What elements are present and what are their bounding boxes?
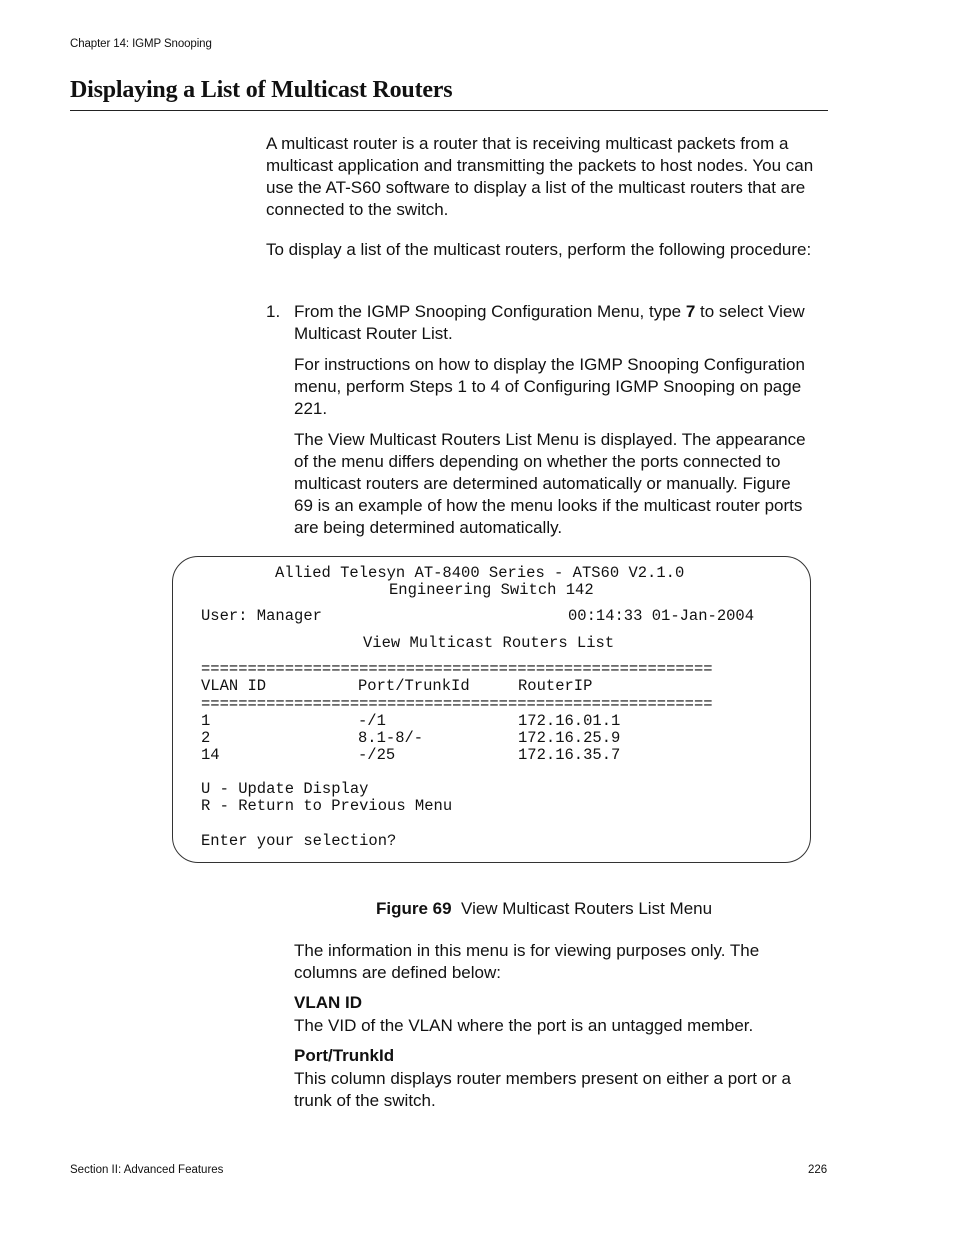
table-cell-vlan-id: 1 <box>201 712 211 730</box>
column-header-vlan-id: VLAN ID <box>201 677 267 695</box>
column-header-routerip: RouterIP <box>518 677 593 695</box>
step-note-menu-displayed: The View Multicast Routers List Menu is displayed. The appearance of the menu differs depending on whether the ports connected to multicast routers are determined automatically or manually. Figure 69 is an example of how the menu looks if the multicast router ports are being determined automatically. <box>294 430 806 537</box>
table-cell-routerip: 172.16.25.9 <box>518 729 621 747</box>
table-cell-port-trunkid: 8.1-8/- <box>358 729 424 747</box>
after-figure-paragraph: The information in this menu is for viewing purposes only. The columns are defined below: <box>294 941 760 982</box>
definition-term-vlan-id: VLAN ID <box>294 993 362 1012</box>
procedure-intro-paragraph: To display a list of the multicast routers, perform the following procedure: <box>266 240 812 259</box>
definition-term-port-trunkid: Port/TrunkId <box>294 1046 395 1065</box>
terminal-menu-title: View Multicast Routers List <box>363 634 615 652</box>
table-cell-routerip: 172.16.35.7 <box>518 746 621 764</box>
table-cell-port-trunkid: -/25 <box>358 746 396 764</box>
terminal-prompt: Enter your selection? <box>201 832 397 850</box>
running-header: Chapter 14: IGMP Snooping <box>70 38 212 50</box>
intro-paragraph: A multicast router is a router that is receiving multicast packets from a multicast application and transmitting the packets to host nodes. You can use the AT-S60 software to display a list of the multicast routers that are connected to the switch. <box>266 134 814 219</box>
figure-label: Figure 69 <box>376 899 452 918</box>
terminal-user: User: Manager <box>201 607 322 625</box>
terminal-separator: ======================================================= <box>201 695 713 713</box>
terminal-switch-name: Engineering Switch 142 <box>389 581 594 599</box>
terminal-option-return: R - Return to Previous Menu <box>201 797 453 815</box>
terminal-option-update: U - Update Display <box>201 780 369 798</box>
terminal-datetime: 00:14:33 01-Jan-2004 <box>568 607 755 625</box>
definition-description-vlan-id: The VID of the VLAN where the port is an untagged member. <box>294 1016 754 1035</box>
table-cell-vlan-id: 14 <box>201 746 220 764</box>
section-title: Displaying a List of Multicast Routers <box>70 77 453 103</box>
title-rule <box>70 110 828 111</box>
table-cell-port-trunkid: -/1 <box>358 712 386 730</box>
step-number: 1. <box>266 302 281 321</box>
step-note-instructions: For instructions on how to display the IGMP Snooping Configuration menu, perform Steps 1 to 4 of Configuring IGMP Snooping on page 221. <box>294 355 805 418</box>
figure-caption-text: View Multicast Routers List Menu <box>461 899 713 918</box>
step-text: From the IGMP Snooping Configuration Menu, type 7 to select View Multicast Router List. <box>294 302 805 343</box>
definition-description-port-trunkid: This column displays router members present on either a port or a trunk of the switch. <box>294 1069 792 1110</box>
footer-section: Section II: Advanced Features <box>70 1164 224 1176</box>
table-cell-routerip: 172.16.01.1 <box>518 712 621 730</box>
figure-caption <box>376 899 712 919</box>
table-cell-vlan-id: 2 <box>201 729 211 747</box>
terminal-product-line: Allied Telesyn AT-8400 Series - ATS60 V2.1.0 <box>275 564 685 582</box>
terminal-separator: ======================================================= <box>201 660 713 678</box>
step-key: 7 <box>685 302 696 321</box>
footer-page-number: 226 <box>808 1164 828 1176</box>
column-header-port-trunkid: Port/TrunkId <box>358 677 470 695</box>
